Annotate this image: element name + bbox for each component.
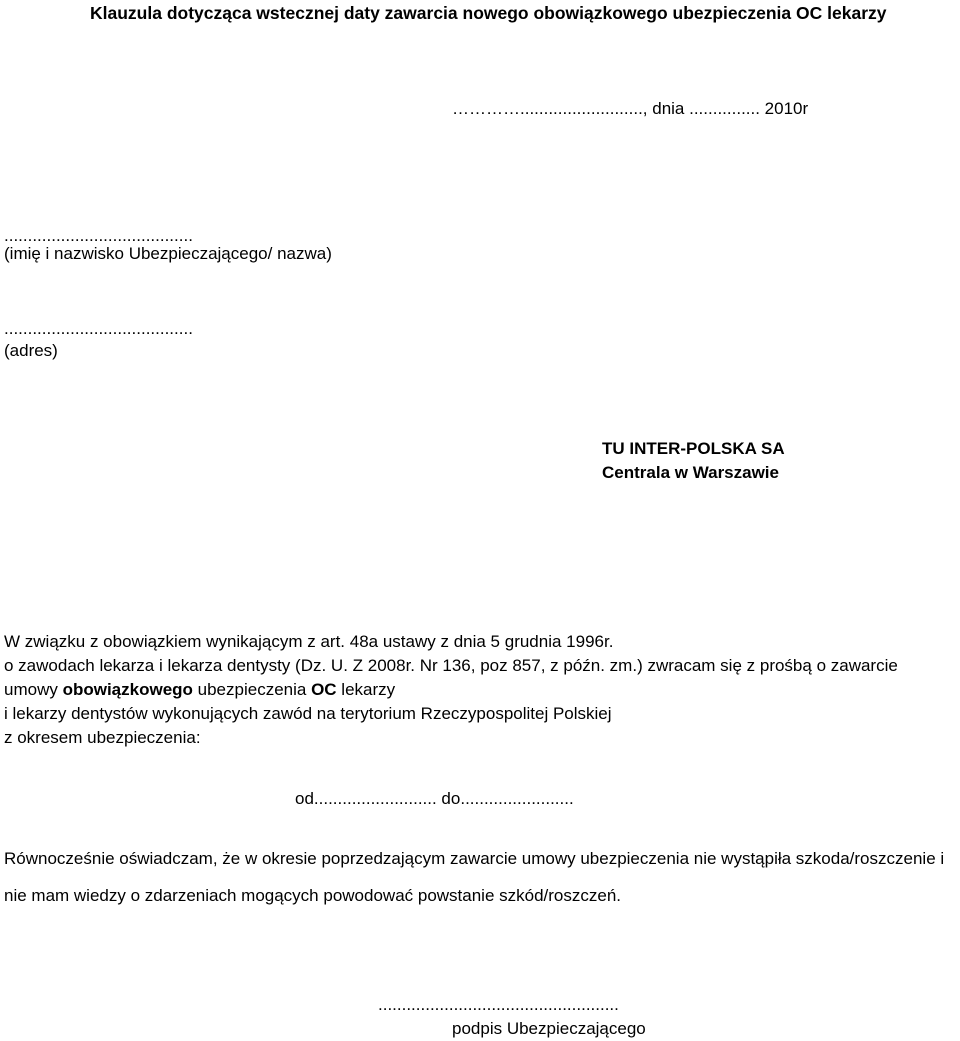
signature-label: podpis Ubezpieczającego: [452, 1019, 646, 1038]
body-line-3-a: umowy: [4, 680, 63, 699]
body-line-3-obligatory: obowiązkowego: [62, 680, 193, 699]
body-line-2: o zawodach lekarza i lekarza dentysty (Dz. U. Z 2008r. Nr 136, poz 857, z późn. zm.) zwracam się z prośbą o zawarcie: [4, 656, 898, 675]
declaration-line-1: Równocześnie oświadczam, że w okresie poprzedzającym zawarcie umowy ubezpieczenia nie wystąpiła szkoda/roszczenie i: [4, 849, 945, 868]
declaration-line-2: nie mam wiedzy o zdarzeniach mogących powodować powstanie szkód/roszczeń.: [4, 886, 622, 905]
insured-address-label: (adres): [4, 341, 58, 360]
insured-name-label: (imię i nazwisko Ubezpieczającego/ nazwa): [4, 244, 332, 263]
body-line-3-oc: OC: [311, 680, 337, 699]
body-line-4: i lekarzy dentystów wykonujących zawód na terytorium Rzeczypospolitej Polskiej: [4, 704, 612, 723]
body-line-3-c: ubezpieczenia: [192, 680, 312, 699]
insured-address-dots: ........................................: [4, 319, 193, 338]
document-title: Klauzula dotycząca wstecznej daty zawarcia nowego obowiązkowego ubezpieczenia OC lekarzy: [90, 3, 887, 23]
body-line-3-e: lekarzy: [336, 680, 396, 699]
signature-dots: ...................................................: [378, 995, 619, 1014]
recipient-branch: Centrala w Warszawie: [602, 463, 779, 482]
body-line-1: W związku z obowiązkiem wynikającym z art. 48a ustawy z dnia 5 grudnia 1996r.: [4, 632, 614, 651]
recipient-company: TU INTER-POLSKA SA: [602, 439, 785, 458]
insurance-period: od.......................... do........................: [295, 789, 574, 808]
body-line-5: z okresem ubezpieczenia:: [4, 728, 201, 747]
body-line-3: [4, 681, 395, 698]
date-line: ………….........................., dnia ............... 2010r: [452, 99, 809, 118]
insured-name-dots: ........................................: [4, 226, 193, 245]
